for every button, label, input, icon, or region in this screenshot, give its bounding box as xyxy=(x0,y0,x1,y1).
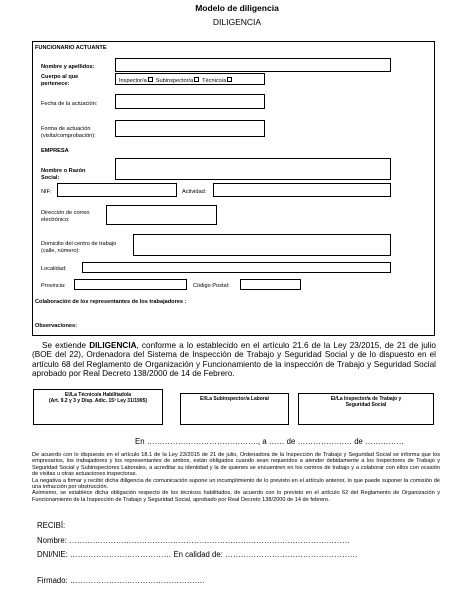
correo-field[interactable] xyxy=(106,205,217,225)
recibi-label: RECIBÍ: xyxy=(37,521,66,530)
nif-field[interactable] xyxy=(57,183,177,197)
legal-p1: De acuerdo con lo dispuesto en el artículo 18.1 de la Ley 23/2015 de 21 de julio, Ordenadora de la Inspección de Trabajo y Seguridad Social se informa que los empresarios, los trabajadores y los representantes de ambos, están obligados cuando sean requeridos a atender debidamente a los Inspectores de Trabajo y Seguridad Social y Subinspectores Laborales, a acreditar su identidad y la de quienes se encuentren en los centros de trabajo y a colaborar con ellos con ocasión de visitas u otras actuaciones inspectoras. xyxy=(32,452,440,478)
forma-field[interactable] xyxy=(115,120,265,137)
option-inspector[interactable]: Inspector/a xyxy=(119,78,153,84)
tecnico-checkbox[interactable] xyxy=(227,77,232,82)
domicilio-field[interactable] xyxy=(133,234,391,256)
provincia-label: Provincia: xyxy=(41,283,66,289)
cp-field[interactable] xyxy=(240,279,301,290)
diligencia-paragraph: Se extiende DILIGENCIA, conforme a lo establecido en el artículo 21.6 de la Ley 23/2015, de 21 de julio (BOE del 22), Ordenadora del Sistema de Inspección de Trabajo y Seguridad Social y de lo dispuesto en el artículo 68 del Reglamento de Organización y Funcionamiento de la inspección de Trabajo y Seguridad Social aprobado por Real Decreto 138/2000 de 14 de Febrero. xyxy=(32,341,436,378)
document-title: Modelo de diligencia xyxy=(195,3,279,13)
place-date-line: En ……………………………………., a …… de ………………… de …………… xyxy=(135,437,405,446)
observaciones-label: Observaciones: xyxy=(35,323,77,329)
option-subinspector[interactable]: Subinspector/a xyxy=(156,78,199,84)
fecha-field[interactable] xyxy=(115,94,265,109)
nombre-field[interactable] xyxy=(115,58,391,72)
actividad-label: Actividad: xyxy=(182,189,207,195)
signature-box-tecnico[interactable]: El/La Técnico/a Habilitado/a (Art. 9.2 y 3 y Disp. Adic. 15ª Ley 31/1995) xyxy=(33,389,163,425)
legal-notice xyxy=(32,452,440,503)
forma-label: Forma de actuación (visita/comprobación): xyxy=(41,126,96,139)
nombre-label: Nombre y apellidos: xyxy=(41,64,95,70)
legal-p3: Asimismo, se establece dicha obligación respecto de los técnicos habilitados, de acuerdo con lo previsto en el artículo 62 del Reglamento de Organización y Funcionamiento de la Inspección de Trabajo y Seguridad Social, aprobado por Real Decreto 138/2000 de 14 de febrero. xyxy=(32,490,440,503)
legal-p2: La negativa a firmar y recibir dicha diligencia de comunicación supone un incumplimiento de lo previsto en el artículo anterior, lo que puede suponer la comisión de una infracción por obstrucción. xyxy=(32,477,440,491)
nombre-line[interactable]: Nombre: ……………………………………………………………………………………………… xyxy=(37,536,350,545)
document-subtitle: DILIGENCIA xyxy=(212,17,262,27)
empresa-header: EMPRESA xyxy=(41,148,69,154)
subinspector-checkbox[interactable] xyxy=(194,77,199,82)
cuerpo-label: Cuerpo al que pertenece: xyxy=(41,74,79,87)
funcionario-header: FUNCIONARIO ACTUANTE xyxy=(35,45,107,51)
provincia-field[interactable] xyxy=(74,279,187,290)
nif-label: NIF: xyxy=(41,189,52,195)
firmado-line[interactable]: Firmado: ……………………………………………. xyxy=(37,576,205,585)
signature-box-inspector[interactable]: El/La Inspector/a de Trabajo y Seguridad Social xyxy=(298,393,434,425)
localidad-field[interactable] xyxy=(82,262,391,273)
localidad-label: Localidad: xyxy=(41,266,67,272)
inspector-checkbox[interactable] xyxy=(148,77,153,82)
actividad-field[interactable] xyxy=(213,183,391,197)
fecha-label: Fecha de la actuación: xyxy=(41,101,98,107)
option-tecnico[interactable]: Técnico/a xyxy=(202,78,232,84)
domicilio-label: Domicilio del centro de trabajo (calle, número): xyxy=(41,241,117,254)
colaboracion-label: Colaboración de los representantes de los trabajadores : xyxy=(35,299,187,305)
razon-label: Nombre o Razón Social: xyxy=(41,168,86,181)
dni-line[interactable]: DNI/NIE: ………………………………… En calidad de: …………………………………………… xyxy=(37,550,358,559)
cp-label: Código Postal: xyxy=(193,283,230,289)
cuerpo-options xyxy=(115,73,265,85)
signature-box-subinspector[interactable]: El/La Subinspector/a Laboral xyxy=(180,393,289,425)
correo-label: Dirección de correo electrónico: xyxy=(41,210,90,223)
razon-field[interactable] xyxy=(115,158,391,180)
